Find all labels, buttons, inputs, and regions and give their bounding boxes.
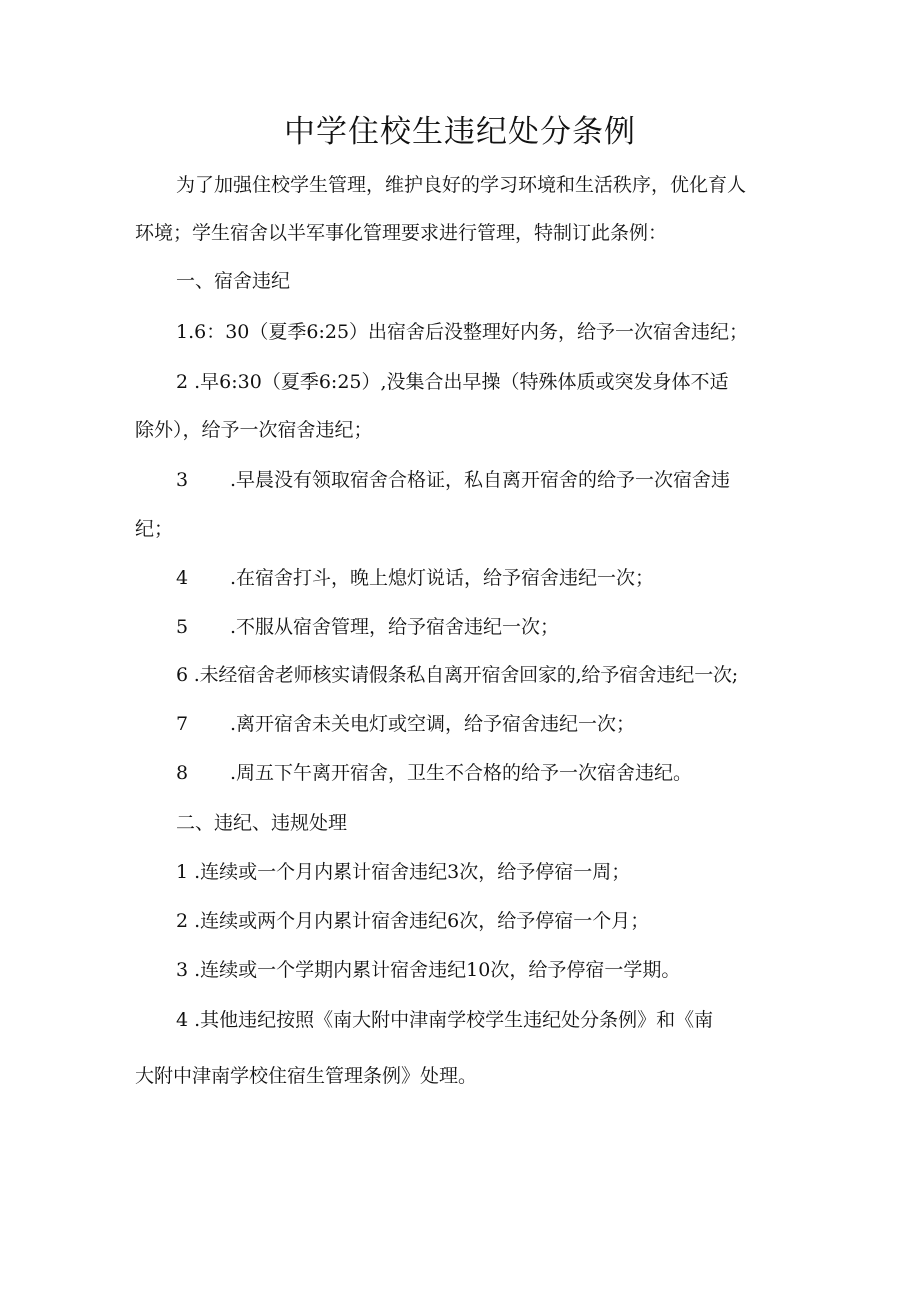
section-1-item-5: .不服从宿舍管理，给予宿舍违纪一次； [230,616,560,638]
section-1-item-1: 1.6：30（夏季6:25）出宿舍后没整理好内务，给予一次宿舍违纪； [176,321,749,343]
section-1-item-7-number: 7 [176,713,189,735]
section-1-item-8-number: 8 [176,762,189,784]
section-2-item-4-line-1: 4 .其他违纪按照《南大附中津南学校学生违纪处分条例》和《南 [176,1009,714,1031]
section-1-item-5-number: 5 [176,616,189,638]
section-2-item-1: 1 .连续或一个月内累计宿舍违纪3次，给予停宿一周； [176,861,631,883]
section-1-item-2-line-1: 2 .早6:30（夏季6:25）,没集合出早操（特殊体质或突发身体不适 [176,371,729,393]
section-1-item-3-line-2: 纪； [135,518,174,540]
section-2-item-4-line-2: 大附中津南学校住宿生管理条例》处理。 [135,1065,478,1087]
section-1-item-7: .离开宿舍未关电灯或空调，给予宿舍违纪一次； [230,713,636,735]
section-2-item-3: 3 .连续或一个学期内累计宿舍违纪10次，给予停宿一学期。 [176,959,681,981]
intro-line-2: 环境；学生宿舍以半军事化管理要求进行管理，特制订此条例： [135,222,668,244]
section-1-item-4-number: 4 [176,567,189,589]
section-1-item-3-line-1: .早晨没有领取宿舍合格证，私自离开宿舍的给予一次宿舍违 [230,469,731,491]
section-2-heading: 二、违纪、违规处理 [176,812,348,834]
section-1-item-8: .周五下午离开宿舍，卫生不合格的给予一次宿舍违纪。 [230,762,693,784]
section-1-item-4: .在宿舍打斗，晚上熄灯说话，给予宿舍违纪一次； [230,567,655,589]
section-1-heading: 一、宿舍违纪 [176,270,291,292]
section-1-item-2-line-2: 除外），给予一次宿舍违纪； [135,419,373,441]
document-title: 中学住校生违纪处分条例 [284,114,636,150]
section-1-item-3-number: 3 [176,469,189,491]
intro-line-1: 为了加强住校学生管理，维护良好的学习环境和生活秩序，优化育人 [176,174,747,196]
section-1-item-6: 6 .未经宿舍老师核实请假条私自离开宿舍回家的,给予宿舍违纪一次; [176,664,739,686]
section-2-item-2: 2 .连续或两个月内累计宿舍违纪6次，给予停宿一个月； [176,910,650,932]
